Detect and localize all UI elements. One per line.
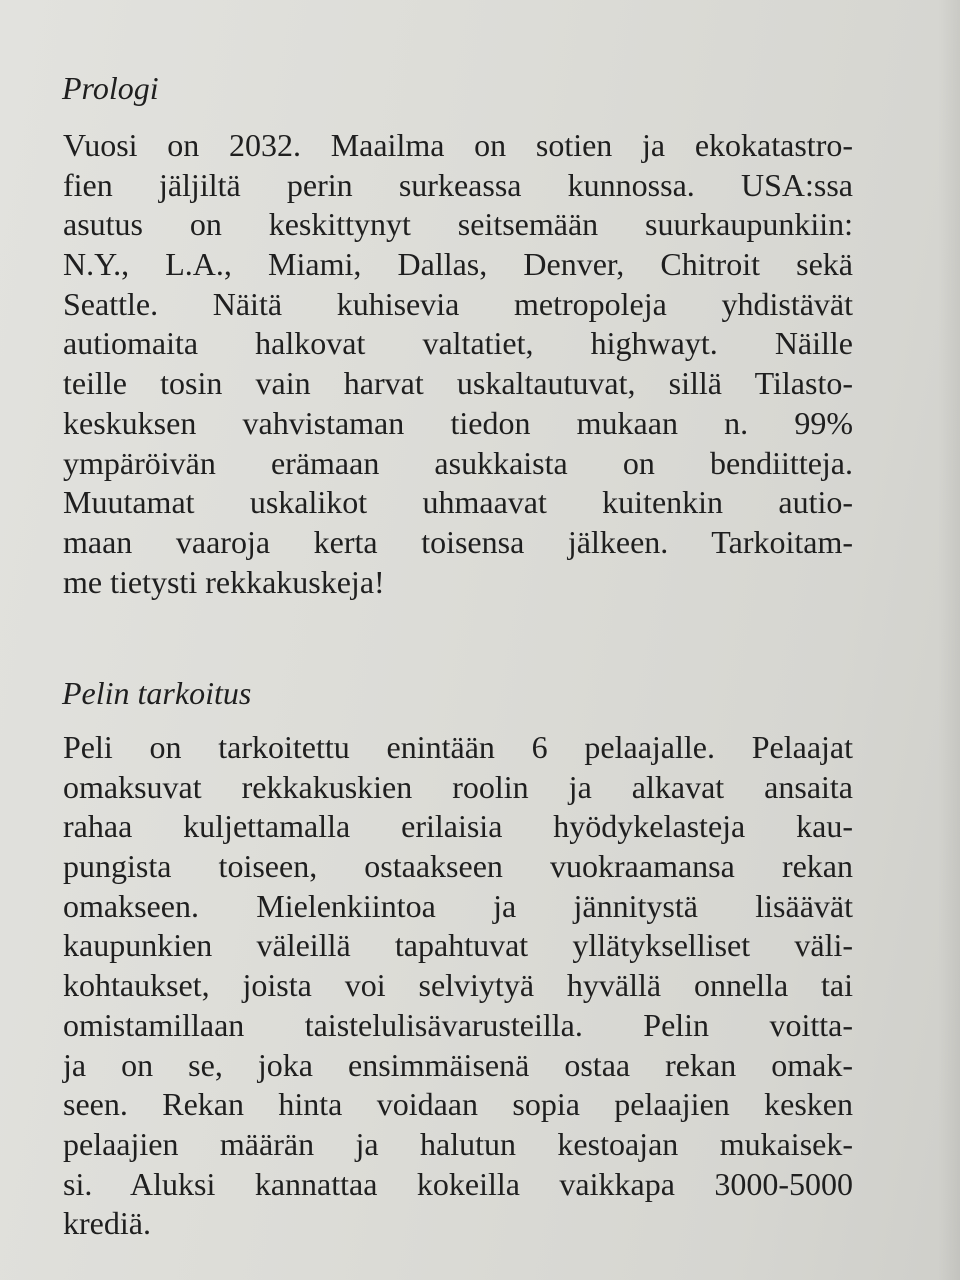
text-line: teille tosin vain harvat uskaltautuvat, sillä Tilasto- xyxy=(63,365,853,402)
page-edge-shadow xyxy=(938,0,960,1280)
text-line: fien jäljiltä perin surkeassa kunnossa. USA:ssa xyxy=(63,166,853,203)
text-line: ja on se, joka ensimmäisenä ostaa rekan omak- xyxy=(63,1046,853,1083)
text-line: pelaajien määrän ja halutun kestoajan mukaisek- xyxy=(63,1125,853,1162)
text-line: omistamillaan taistelulisävarusteilla. Pelin voitta- xyxy=(63,1006,853,1043)
section-heading-prologi: Prologi xyxy=(62,70,159,106)
text-line: Peli on tarkoitettu enintään 6 pelaajalle. Pelaajat xyxy=(63,729,853,765)
text-line: kohtaukset, joista voi selviytyä hyvällä onnella tai xyxy=(63,967,853,1004)
text-line: Seattle. Näitä kuhisevia metropoleja yhdistävät xyxy=(63,285,853,322)
section-heading-pelin-tarkoitus: Pelin tarkoitus xyxy=(62,675,252,711)
text-line: N.Y., L.A., Miami, Dallas, Denver, Chitroit sekä xyxy=(63,246,853,283)
text-line: keskuksen vahvistaman tiedon mukaan n. 99% xyxy=(63,404,853,441)
text-line: me tietysti rekkakuskeja! xyxy=(63,563,385,600)
section-body-prologi xyxy=(63,126,853,602)
text-line: rahaa kuljettamalla erilaisia hyödykelasteja kau- xyxy=(63,808,853,845)
text-line: si. Aluksi kannattaa kokeilla vaikkapa 3000-5000 xyxy=(63,1165,853,1202)
text-line: kaupunkien väleillä tapahtuvat yllätykselliset väli- xyxy=(63,927,853,964)
section-body-pelin-tarkoitus xyxy=(63,728,853,1244)
text-line: Muutamat uskalikot uhmaavat kuitenkin autio- xyxy=(63,484,853,521)
text-line: maan vaaroja kerta toisensa jälkeen. Tarkoitam- xyxy=(63,523,853,560)
text-line: pungista toiseen, ostaakseen vuokraamansa rekan xyxy=(63,848,853,885)
text-line: Vuosi on 2032. Maailma on sotien ja ekokatastro- xyxy=(63,127,853,163)
text-line: omakseen. Mielenkiintoa ja jännitystä lisäävät xyxy=(63,887,853,924)
text-line: asutus on keskittynyt seitsemään suurkaupunkiin: xyxy=(63,206,853,243)
text-line: omaksuvat rekkakuskien roolin ja alkavat ansaita xyxy=(63,768,853,805)
text-line: seen. Rekan hinta voidaan sopia pelaajien kesken xyxy=(63,1086,853,1123)
text-line: autiomaita halkovat valtatiet, highwayt. Näille xyxy=(63,325,853,362)
text-line: krediä. xyxy=(63,1205,151,1242)
text-line: ympäröivän erämaan asukkaista on bendiitteja. xyxy=(63,444,853,481)
